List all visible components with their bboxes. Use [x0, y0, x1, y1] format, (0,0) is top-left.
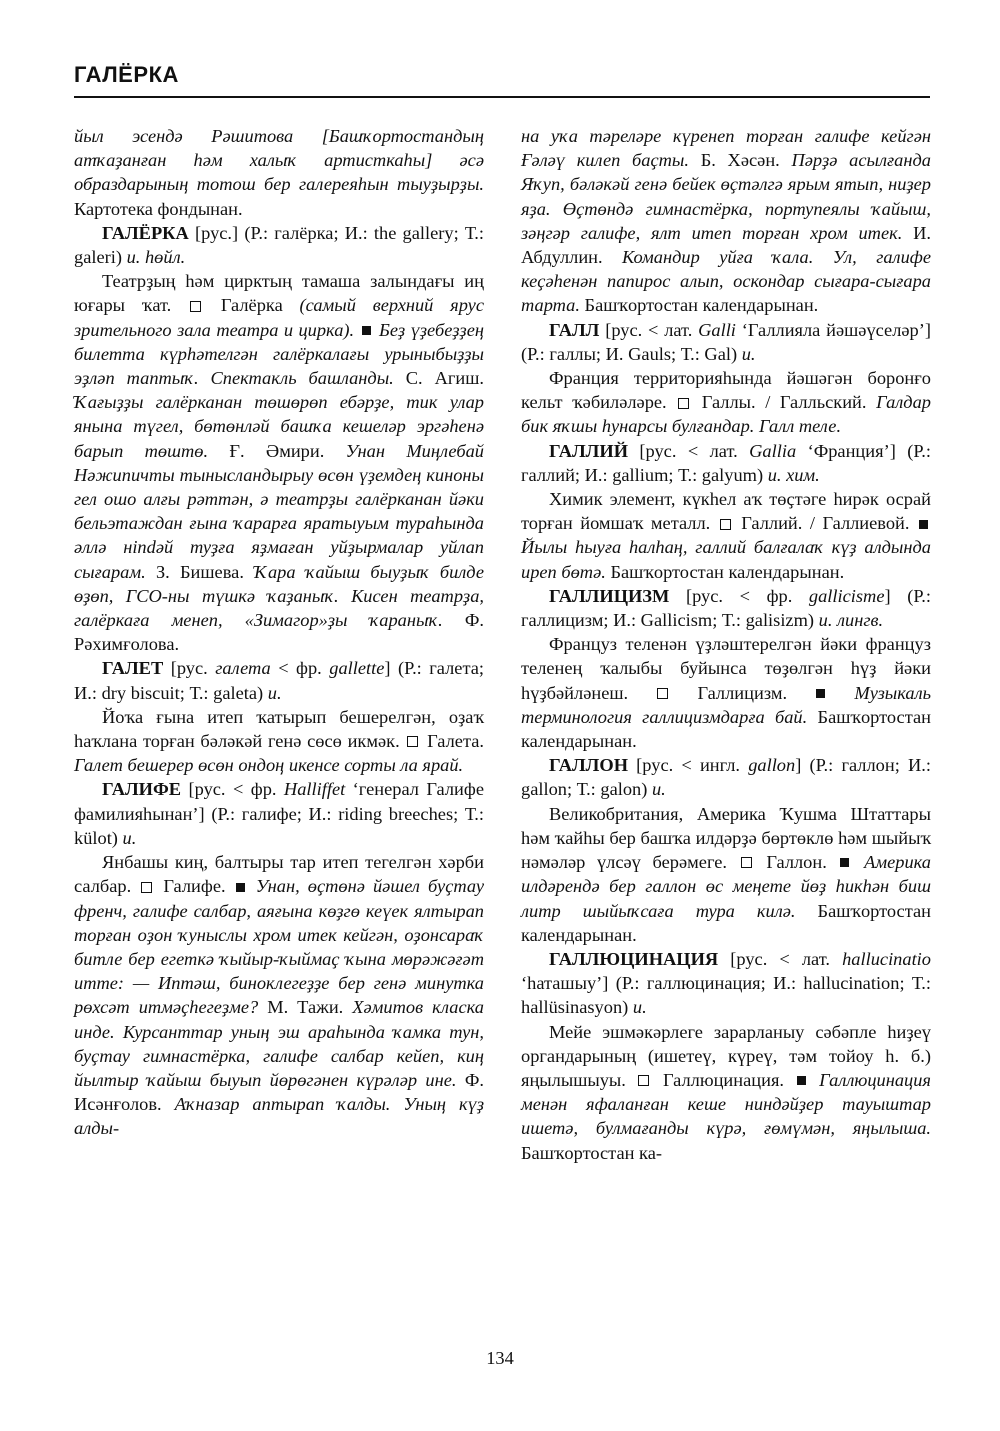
paragraph [74, 269, 484, 656]
italic-text: и. [651, 779, 666, 800]
body-text: Башҡортостан календарынан. [521, 706, 931, 752]
entry-headword: ГАЛЛЮЦИНАЦИЯ [549, 948, 719, 969]
body-text: Галлы. / Галльский. [692, 392, 877, 413]
body-text: ‘Галлияла йәшәүселәр’] (Р.: галлы; И. Gauls; Т.: Gal) [521, 319, 931, 364]
paragraph [74, 656, 484, 704]
italic-text: (самый верхний ярус зрительного зала театра и цирка). [74, 295, 484, 340]
body-text: Галета. [421, 731, 484, 752]
entry-headword: ГАЛЁРКА [102, 222, 189, 243]
italic-text: gallette [329, 658, 385, 679]
body-text: ] (Р.: галлон; И.: gallon; Т.: galon) [521, 755, 931, 800]
paragraph [521, 124, 931, 318]
paragraph [521, 632, 931, 753]
body-text: Галлицизм. [670, 682, 814, 703]
entry-headword: ГАЛЕТ [102, 658, 164, 679]
paragraph [521, 439, 931, 487]
body-text: [рус. < фр. [181, 779, 284, 800]
hollow-square-icon [190, 301, 201, 312]
body-text: [рус.] (Р.: галёрка; И.: the gallery; Т.: galeri) [74, 222, 484, 268]
body-text: Б. Хәсән. [688, 150, 792, 171]
paragraph [521, 487, 931, 584]
header-rule [74, 96, 930, 98]
entry-headword: ГАЛЛ [549, 319, 600, 340]
hollow-square-icon [741, 857, 752, 868]
body-text [828, 683, 855, 703]
body-text: ‘һаташыу’] (Р.: галлюцинация; И.: hallucination; Т.: hallüsinasyon) [521, 973, 931, 1018]
italic-text: и. [632, 997, 647, 1018]
body-text: Галёрка [204, 295, 300, 316]
body-text: С. Агиш. [393, 368, 485, 389]
italic-text: и. [741, 343, 756, 364]
entry-headword: ГАЛИФЕ [102, 779, 182, 800]
body-text: Башҡортостан календарынан. [579, 295, 819, 316]
body-text: Ғ. Әмири. [208, 440, 346, 461]
body-text: ‘Франция’] (Р.: галлий; И.: gallium; Т.: galyum) [521, 440, 931, 485]
body-text: Франция территорияһында йәшәгән боронғо кельт ҡәбиләләре. [521, 368, 931, 413]
italic-text: Йылы һыуға һалһаң, галлий балғалаҡ күҙ алдында иреп бөтә. [521, 537, 931, 582]
filled-square-icon [919, 520, 928, 529]
body-text: Мейе эшмәкәрлеге зарарланыу сәбәпле һиҙеү органдарының (ишетеү, күреү, тәм тойоу һ. б.) яңылышыуы. [521, 1021, 931, 1090]
body-text [354, 320, 359, 340]
italic-text: и. һөйл. [126, 247, 186, 268]
body-text: < фр. [270, 658, 330, 679]
paragraph [74, 124, 484, 221]
body-text: [рус. < лат. [718, 948, 843, 969]
italic-text: Галет бешерер өсөн ондоң икенсе сорты ла ярай. [74, 755, 464, 776]
entry-headword: ГАЛЛОН [549, 755, 628, 776]
running-head: ГАЛЁРКА [74, 62, 179, 87]
paragraph [74, 221, 484, 269]
paragraph [74, 705, 484, 778]
italic-text: Галдар бик яҡшы һунарсы булғандар. Галл теле. [521, 392, 931, 437]
italic-text: Пәрҙә асылғанда Яҡуп, бәләкәй генә бейек өҫтәлгә ярым ятып, ниҙер яҙа. Өҫтөндә гимнастёрка, портупеялы ҡайыш, зәңгәр галифе, ялт итеп торған хром итек. [521, 150, 931, 243]
body-text: З. Бишева. [145, 561, 255, 582]
filled-square-icon [797, 1076, 806, 1085]
body-text: ] (Р.: галета; И.: dry biscuit; Т.: galeta) [74, 658, 485, 703]
hollow-square-icon [141, 882, 152, 893]
entry-headword: ГАЛЛИЦИЗМ [549, 585, 670, 606]
hollow-square-icon [678, 398, 689, 409]
body-text: [рус. < лат. [628, 440, 750, 461]
filled-square-icon [362, 326, 371, 335]
italic-text: галета [215, 658, 271, 679]
italic-text: Командир уйға ҡала. Ул, галифе кеҫәһенән папирос алып, оскондар сығара-сығара тарта. [521, 247, 931, 316]
paragraph [521, 584, 931, 632]
body-text: Великобритания, Америка Ҡушма Штаттары һәм ҡайһы бер башҡа илдәрҙә бөртөклө һәм шыйыҡ нәмәләр үлсәү берәмеге. [521, 803, 931, 873]
italic-text: на уҡа тәреләре күренеп торған галифе кейгән Ғәләү килеп баҫты. [521, 126, 931, 171]
italic-text: Унан, өҫтөнә йәшел буҫтау френч, галифе салбар, аяғына көҙгө кеүек ялтырап торған оҙон ҡуныслы хром итек кейгән, оҙонсараҡ битле бер егеткә ҡыйыр-ҡыймаҫ ҡына мөрәжәғәт итте: — Иптәш, биноклегеҙҙе бер генә минутка рөхсәт итмәҫһегеҙме? [74, 876, 484, 1018]
italic-text: Америка илдәрендә бер галлон өс меңете йөҙ һикһән биш литр шыйыҡсаға тура килә. [521, 852, 931, 921]
hollow-square-icon [720, 519, 731, 530]
body-text: Янбашы киң, балтыры тар итеп тегелгән хәрби салбар. [74, 852, 484, 897]
paragraph [521, 1020, 931, 1165]
body-text: ] (Р.: галлицизм; И.: Gallicism; Т.: galisizm) [521, 585, 931, 631]
filled-square-icon [840, 858, 849, 867]
body-text: Француз теленән үҙләштерелгән йәки француз теленең ҡалыбы буйынса төҙөлгән һүҙ йәки һүҙбәйләнеш. [521, 634, 931, 703]
italic-text: Хәмитов класка инде. Курсанттар уның эш араһында ҡамка тун, буҫтау гимнастёрка, галифе салбар кейеп, киң йылтыр ҡайыш быуып йөрөгәнен күрәләр ине. [74, 997, 484, 1090]
italic-text: gallon [748, 755, 796, 776]
body-text: Башҡортостан календарынан. [521, 900, 931, 945]
body-text: Галифе. [155, 876, 234, 897]
body-text: Галлон. [754, 852, 839, 873]
italic-text: Galli [698, 319, 736, 340]
body-text: Картотека фондынан. [74, 198, 243, 219]
body-text: [рус. < ингл. [628, 755, 749, 776]
body-text: [рус. [163, 658, 216, 679]
body-text: Ф. Исәнғолов. [74, 1069, 484, 1115]
italic-text: Беҙ үҙебеҙҙең билетта күрһәтелгән галёркалағы урыныбыҙҙы эҙләп таптыҡ. Спектакль башланды. [74, 319, 484, 389]
italic-text: Галлюцинация менән яфаланған кеше ниндәйҙер тауыштар ишетә, булмағанды күрә, ғөмүмән, яңылыша. [521, 1069, 931, 1139]
body-text [248, 876, 256, 896]
entry-headword: ГАЛЛИЙ [549, 440, 628, 461]
italic-text: hallucinatio [842, 948, 931, 969]
paragraph [74, 777, 484, 850]
body-text: [рус. < лат. [599, 319, 699, 340]
filled-square-icon [236, 883, 245, 892]
body-text: Башҡортостан календарынан. [605, 561, 845, 582]
body-text: Химик элемент, күкһел аҡ төҫтәге һирәк осрай торған йомшаҡ металл. [521, 489, 931, 534]
body-text: Галлий. / Галлиевой. [733, 513, 917, 534]
body-text [809, 1070, 820, 1090]
body-text: Ф. Рәхимғолова. [74, 610, 484, 655]
right-column [521, 124, 931, 1165]
page-number: 134 [486, 1348, 514, 1368]
left-column [74, 124, 484, 1141]
italic-text: Gallia [749, 440, 797, 461]
italic-text: Ҡағыҙҙы галёрканан төшөрөп ебәрҙе, тик улар янына түгел, бөтөнләй башҡа кешеләр эргәһенә барып төштө. [74, 392, 484, 461]
filled-square-icon [816, 689, 825, 698]
paragraph [521, 366, 931, 439]
body-text: [рус. < фр. [669, 585, 809, 606]
italic-text: gallicisme [808, 585, 885, 606]
hollow-square-icon [638, 1075, 649, 1086]
body-text: Галлюцинация. [652, 1069, 795, 1090]
body-text: М. Тажи. [258, 997, 353, 1018]
italic-text: йыл эсендә Рәшитова [Башҡортостандың атҡаҙанған һәм халыҡ артисткаһы] әсә образдарының тотош бер галереяһын тыуҙырҙы. [74, 126, 484, 195]
paragraph [521, 318, 931, 366]
italic-text: Ҡара ҡайыш быуҙыҡ билде өҙөп, ГСО-ны түшкә ҡаҙаныҡ. Кисен театрҙа, галёркаға менеп, «Зимагор»ҙы ҡараныҡ. [74, 561, 484, 631]
paragraph [521, 753, 931, 801]
paragraph [521, 802, 931, 947]
body-text: Театрҙың һәм цирктың тамаша залындағы иң юғары ҡат. [74, 271, 484, 316]
hollow-square-icon [407, 736, 418, 747]
body-text: Башҡортостан ка- [521, 1142, 662, 1163]
italic-text: Halliffet [283, 779, 346, 800]
hollow-square-icon [657, 688, 668, 699]
paragraph [521, 947, 931, 1020]
body-text: И. Абдуллин. [521, 222, 931, 268]
italic-text: и. [122, 827, 137, 848]
italic-text: и. хим. [767, 464, 820, 485]
italic-text: Аҡназар аптырап ҡалды. Уның күҙ алды- [74, 1094, 485, 1139]
paragraph [74, 850, 484, 1140]
italic-text: и. [267, 682, 282, 703]
body-text: ‘генерал Галифе фамилияһынан’] (Р.: галифе; И.: riding breeches; Т.: külot) [74, 779, 484, 848]
italic-text: Унан Миңлебай Нәжипичты тынысландырыу өсөн үҙемдең киноны гел ошо алғы рәттән, ә театрҙы галёрканан йәки бельэтаждан ғына ҡарарға яратыуым тураһында әллә нindәй туҙға яҙмаған уйҙырмалар уйлап сығарам. [74, 440, 484, 582]
body-text [852, 852, 864, 872]
body-text: Йоҡа ғына итеп ҡатырып бешерелгән, оҙаҡ һаҡлана торған бәләкәй генә сөсө икмәк. [74, 706, 484, 752]
italic-text: Музыкаль терминология галлицизмдарға бай. [521, 682, 931, 727]
italic-text: и. лингв. [818, 610, 884, 631]
